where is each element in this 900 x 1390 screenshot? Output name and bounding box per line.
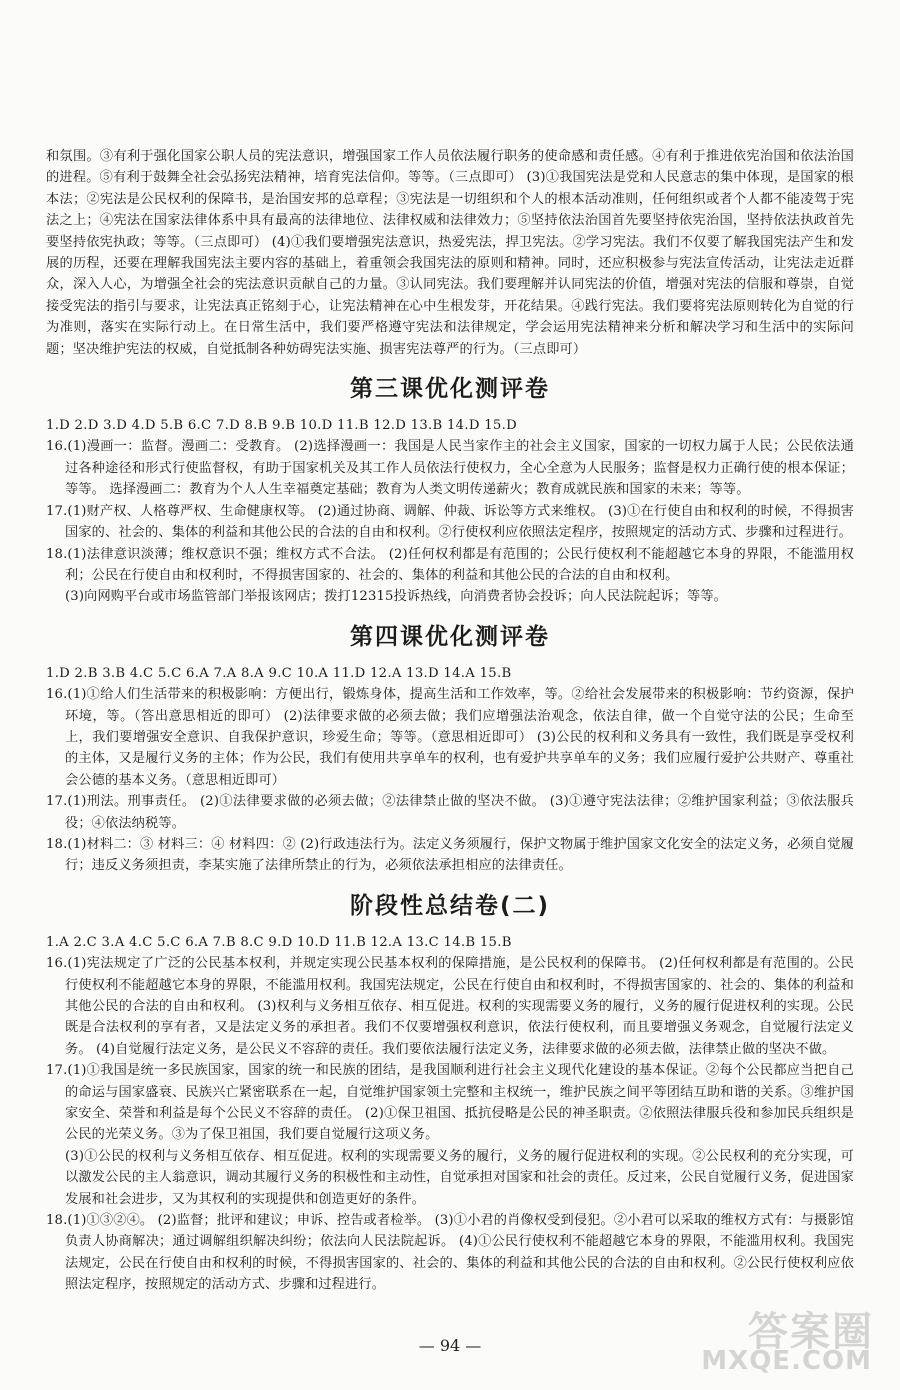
- answer-item: 17.(1)①我国是统一多民族国家，国家的统一和民族的团结，是我国顺利进行社会主义现代化建设的基本保证。②每个公民都应当把自己的命运与国家盛衰、民族兴亡紧密联系在一起，自觉维护国家领土完整和主权统一，维护民族之间平等团结互助和谐的关系。③维护国家安全、荣誉和利益是每个公民义不容辞的责任。 (2)①保卫祖国、抵抗侵略是公民的神圣职责。②依照法律服兵役和参加民兵组织是公民的光荣义务。③为了保卫祖国，我们要自觉履行这项义务。: [46, 1063, 854, 1143]
- answer-item: (3)①公民的权利与义务相互依存、相互促进。权利的实现需要义务的履行，义务的履行促进权利的实现。②公民权利的充分实现，可以激发公民的主人翁意识，调动其履行义务的积极性和主动性，自觉承担对国家和社会的责任。反过来，公民自觉履行义务，促进国家发展和社会进步，又为其权利的实现提供和创造更好的条件。: [65, 1148, 854, 1207]
- answer-item: 18.(1)法律意识淡薄；维权意识不强；维权方式不合法。 (2)任何权利都是有范围的；公民行使权利不能超越它本身的界限，不能滥用权利；公民在行使自由和权利时，不得损害国家的、社会的、集体的利益和其他公民的合法的自由和权利。: [46, 546, 854, 583]
- watermark-url: MXQE.COM: [701, 1346, 872, 1376]
- answer-item: 16.(1)漫画一：监督。漫画二：受教育。 (2)选择漫画一：我国是人民当家作主的社会主义国家，国家的一切权力属于人民；公民依法通过各种途径和形式行使监督权，有助于国家机关及其工作人员依法行使权力，全心全意为人民服务；监督是权力正确行使的根本保证；等等。 选择漫画二：教育为个人人生幸福奠定基础；教育为人类文明传递薪火；教育成就民族和国家的未来；等等。: [46, 439, 854, 498]
- page-number: — 94 —: [418, 1336, 482, 1355]
- answer-item: 18.(1)材料二：③ 材料三：④ 材料四：② (2)行政违法行为。法定义务须履行，保护文物属于维护国家文化安全的法定义务，必须自觉履行；违反义务须担责，李某实施了法律所禁止的行为，必须依法承担相应的法律责任。: [46, 836, 854, 874]
- answer-item: 17.(1)刑法。刑事责任。 (2)①法律要求做的必须去做；②法律禁止做的坚决不做。 (3)①遵守宪法法律；②维护国家利益；③依法服兵役；④依法纳税等。: [46, 794, 854, 831]
- watermark-logo: [700, 1300, 880, 1384]
- choice-answers-stage-summary: 1.A 2.C 3.A 4.C 5.C 6.A 7.B 8.C 9.D 10.D 11.B 12.A 13.C 14.B 15.B: [46, 934, 512, 950]
- answer-page: [46, 146, 854, 1296]
- answer-item: 16.(1)宪法规定了广泛的公民基本权利，并规定实现公民基本权利的保障措施，是公民权利的保障书。 (2)任何权利都是有范围的。公民行使权利不能超越它本身的界限，不能滥用权利。我国宪法规定，公民在行使自由和权利时，不得损害国家的、社会的、集体的利益和其他公民的合法的自由和权利。 (3)权利与义务相互依存、相互促进。权利的实现需要义务的履行，义务的履行促进权利的实现。公民既是合法权利的享有者，又是法定义务的承担者。我们不仅要增强权利意识，依法行使权利，而且要增强义务观念，自觉履行法定义务。 (4)自觉履行法定义务，是公民义不容辞的责任。我们要依法履行法定义务，法律要求做的必须去做，法律禁止做的坚决不做。: [46, 956, 854, 1057]
- choice-answers-lesson4: 1.D 2.B 3.B 4.C 5.C 6.A 7.A 8.A 9.C 10.A 11.D 12.A 13.D 14.A 15.B: [46, 665, 512, 681]
- answer-item: 18.(1)①③②④。 (2)监督；批评和建议；申诉、控告或者检举。 (3)①小君的肖像权受到侵犯。②小君可以采取的维权方式有：与摄影馆负责人协商解决；通过调解组织解决纠纷；依法向人民法院起诉。 (4)①公民行使权利不能超越它本身的界限，不能滥用权利。我国宪法规定，公民在行使自由和权利的时候，不得损害国家的、社会的、集体的利益和其他公民的合法的自由和权利。②公民行使权利应依照法定程序，按照规定的活动方式、步骤和过程进行。: [46, 1213, 854, 1293]
- choice-answers-lesson3: 1.D 2.D 3.D 4.D 5.B 6.C 7.D 8.B 9.B 10.D 11.B 12.D 13.B 14.D 15.D: [46, 418, 517, 434]
- intro-paragraph: 和氛围。③有利于强化国家公职人员的宪法意识，增强国家工作人员依法履行职务的使命感和责任感。④有利于推进依宪治国和依法治国的进程。⑤有利于鼓舞全社会弘扬宪法精神，培育宪法信仰。等等。（三点即可） (3)①我国宪法是党和人民意志的集中体现，是国家的根本法；②宪法是公民权利的保障书，是治国安邦的总章程；③宪法是一切组织和个人的根本活动准则，任何组织或者个人都不能凌驾于宪法之上；④宪法在国家法律体系中具有最高的法律地位、法律权威和法律效力；⑤坚持依法治国首先要坚持依宪治国，坚持依法执政首先要坚持依宪执政；等等。（三点即可） (4)①我们要增强宪法意识，热爱宪法，捍卫宪法。②学习宪法。我们不仅要了解我国宪法产生和发展的历程，还要在理解我国宪法主要内容的基础上，着重领会我国宪法的原则和精神。同时，还应积极参与宪法宣传活动，让宪法走近群众，深入人心，为增强全社会的宪法意识贡献自己的力量。③认同宪法。我们要理解并认同宪法的价值，增强对宪法的信服和尊崇，自觉接受宪法的指引与要求，让宪法真正铭刻于心，让宪法精神在心中生根发芽，开花结果。④践行宪法。我们要将宪法原则转化为自觉的行为准则，落实在实际行动上。在日常生活中，我们要严格遵守宪法和法律规定，学会运用宪法精神来分析和解决学习和生活中的实际问题；坚决维护宪法的权威，自觉抵制各种妨碍宪法实施、损害宪法尊严的行为。（三点即可）: [46, 149, 854, 357]
- watermark-text: 答案圈: [748, 1309, 874, 1355]
- answer-item: (3)向网购平台或市场监管部门举报该网店；拨打12315投诉热线，向消费者协会投诉；向人民法院起诉；等等。: [65, 589, 728, 605]
- answer-item: 17.(1)财产权、人格尊严权、生命健康权等。 (2)通过协商、调解、仲裁、诉讼等方式来维权。 (3)①在行使自由和权利的时候，不得损害国家的、社会的、集体的利益和其他公民的合法的自由和权利。②行使权利应依照法定程序，按照规定的活动方式、步骤和过程进行。: [46, 503, 854, 541]
- section-title-stage-summary: 阶段性总结卷(二): [349, 892, 551, 919]
- section-title-lesson4: 第四课优化测评卷: [350, 623, 550, 650]
- answer-item: 16.(1)①给人们生活带来的积极影响：方便出行，锻炼身体，提高生活和工作效率，等。②给社会发展带来的积极影响：节约资源，保护环境，等。（答出意思相近的即可） (2)法律要求做的必须去做；我们应增强法治观念，依法自律，做一个自觉守法的公民；生命至上，我们要增强安全意识、自我保护意识，珍爱生命；等等。（意思相近即可） (3)公民的权利和义务具有一致性，我们既是享受权利的主体，又是履行义务的主体；作为公民，我们有使用共享单车的权利，也有爱护共享单车的义务；我们应履行爱护公共财产、尊重社会公德的基本义务。（意思相近即可）: [46, 687, 854, 788]
- section-title-lesson3: 第三课优化测评卷: [350, 376, 550, 403]
